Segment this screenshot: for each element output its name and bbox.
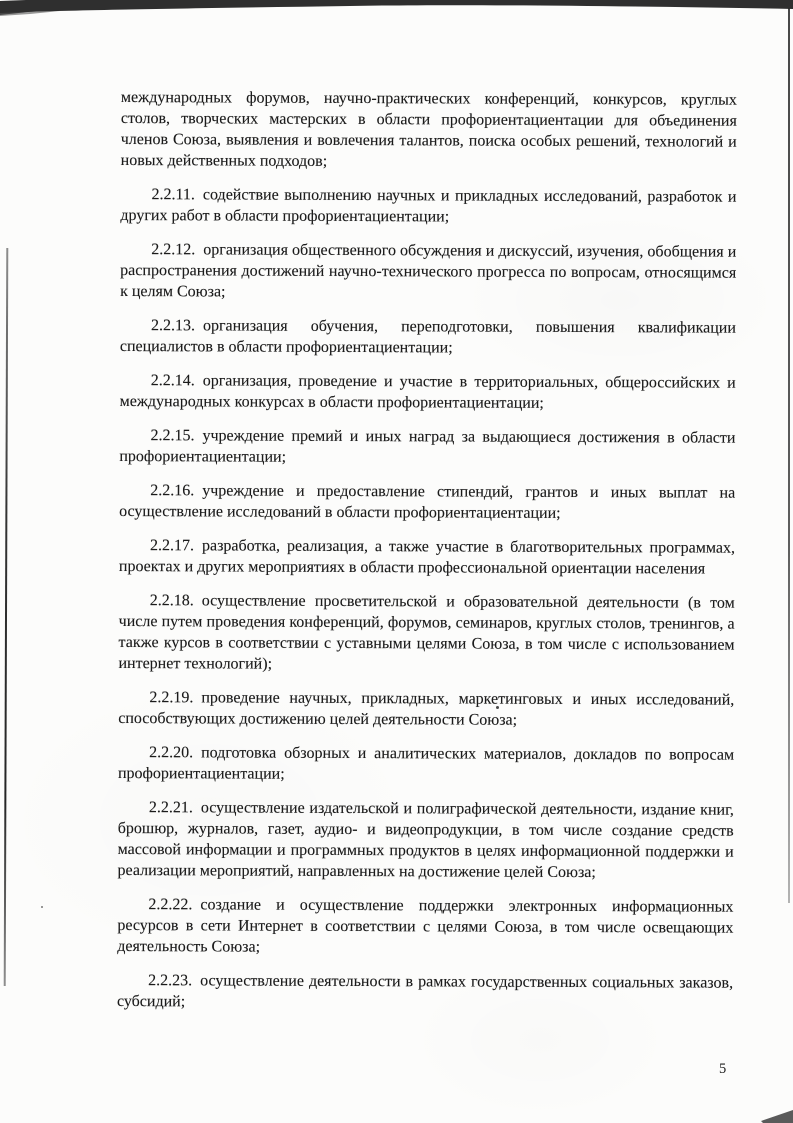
clause-number: 2.2.14. — [150, 372, 195, 390]
document-body — [117, 87, 737, 1028]
clause-text: осуществление просветительской и образовательной деятельности (в том числе путем проведения конференций, форумов, семинаров, круглых столов, тренингов, а также курсов в соответствии с уставными целями Союза, в том числе с использованием интернет технологий); — [118, 592, 735, 673]
page-number: 5 — [719, 1061, 727, 1077]
clause-number: 2.2.20. — [149, 744, 194, 762]
scan-corner-mark-artifact — [761, 1109, 793, 1123]
clause-2-2-22 — [117, 894, 733, 960]
clause-text: разработка, реализация, а также участие в благотворительных программах, проектах и других мероприятиях в области профессиональной ориентации населения — [118, 537, 736, 578]
paragraph-continuation — [121, 87, 737, 174]
clause-number: 2.2.15. — [150, 427, 195, 445]
clause-number: 2.2.12. — [151, 241, 196, 259]
clause-2-2-21 — [118, 797, 734, 884]
scan-line-right-artifact — [788, 8, 790, 903]
scan-edge-top-artifact — [0, 0, 793, 18]
clause-number: 2.2.16. — [150, 482, 195, 500]
clause-2-2-17 — [119, 535, 735, 580]
clause-2-2-16 — [119, 480, 735, 525]
clause-number: 2.2.21. — [148, 799, 193, 817]
clause-number: 2.2.11. — [151, 186, 195, 204]
clause-2-2-13 — [120, 315, 736, 360]
clause-2-2-20 — [118, 742, 734, 787]
clause-text: подготовка обзорных и аналитических материалов, докладов по вопросам профориентациентации; — [117, 744, 735, 783]
clause-text: создание и осуществление поддержки электронных информационных ресурсов в сети Интернет в соответствии с целями Союза, в том числе освещающих деятельность Союза; — [117, 896, 734, 956]
clause-2-2-23 — [117, 970, 733, 1015]
scan-line-left-artifact — [4, 248, 9, 986]
clause-text: учреждение и предоставление стипендий, грантов и иных выплат на осуществление исследований в области профориентациентации; — [119, 482, 736, 522]
clause-text: учреждение премий и иных наград за выдающиеся достижения в области профориентациентации; — [119, 427, 736, 466]
clause-text: организация общественного обсуждения и дискуссий, изучения, обобщения и распространения достижений научно-технического прогресса по вопросам, относящимся к целям Союза; — [120, 241, 737, 301]
scan-speck-artifact — [41, 906, 43, 908]
clause-text: проведение научных, прикладных, маркетинговых и иных исследований, способствующих достижению целей деятельности Союза; — [118, 689, 735, 729]
clause-2-2-14 — [120, 370, 736, 415]
clause-number: 2.2.23. — [148, 972, 193, 990]
clause-2-2-12 — [120, 239, 736, 305]
clause-number: 2.2.22. — [148, 896, 193, 914]
clause-2-2-15 — [119, 425, 735, 470]
clause-text: осуществление издательской и полиграфической деятельности, издание книг, брошюр, журналов, газет, аудио- и видеопродукции, в том числе создание средств массовой информации и программных продуктов в целях информационной поддержки и реализации мероприятий, направленных на достижение целей Союза; — [117, 799, 734, 882]
clause-text: организация, проведение и участие в территориальных, общероссийских и международных конкурсах в области профориентациентации; — [119, 372, 736, 412]
clause-2-2-11 — [120, 184, 736, 229]
clause-number: 2.2.19. — [149, 689, 194, 707]
clause-text: осуществление деятельности в рамках государственных социальных заказов, субсидий; — [116, 972, 734, 1011]
clause-text: организация обучения, переподготовки, повышения квалификации специалистов в области профориентациентации; — [119, 317, 736, 357]
clause-number: 2.2.13. — [150, 317, 195, 335]
clause-number: 2.2.17. — [149, 537, 195, 555]
clause-2-2-18 — [118, 590, 734, 677]
clause-text: содействие выполнению научных и прикладных исследований, разработок и других работ в области профориентациентации; — [120, 186, 737, 226]
clause-text: международных форумов, научно-практических конференций, конкурсов, круглых столов, творческих мастерских в области профориентациентации для объединения членов Союза, выявления и вовлечения талантов, поиска особых решений, технологий и новых действенных подходов; — [120, 88, 737, 170]
clause-2-2-19 — [118, 687, 734, 732]
clause-number: 2.2.18. — [149, 592, 194, 610]
